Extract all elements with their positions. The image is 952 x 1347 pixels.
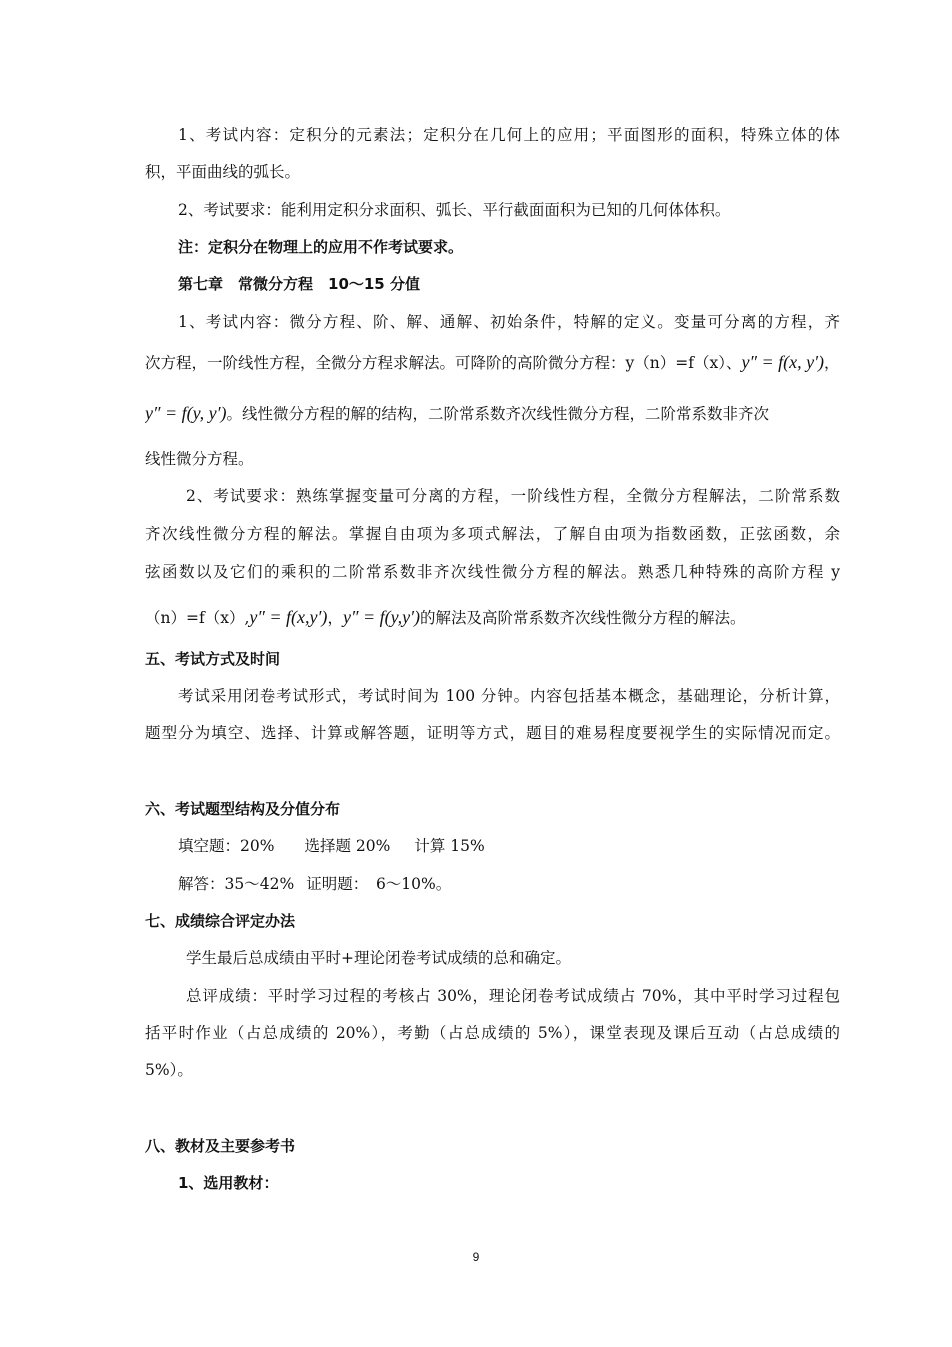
ch7-req-text: （n）=f（x）, xyxy=(145,609,250,627)
formula-2: y″ = f(y, y′) xyxy=(145,403,227,423)
section-8-heading: 八、教材及主要参考书 xyxy=(145,1137,296,1155)
section-5-para-1: 考试采用闭卷考试形式，考试时间为 100 分钟。内容包括基本概念，基础理论，分析计算， xyxy=(178,687,840,705)
section-7-para-2-line-3: 5%）。 xyxy=(145,1061,193,1079)
section-7-para-1: 学生最后总成绩由平时+理论闭卷考试成绩的总和确定。 xyxy=(186,949,571,967)
section-5-heading: 五、考试方式及时间 xyxy=(145,650,281,668)
formula-1: y″ = f(x, y′) xyxy=(741,352,825,372)
formula-3: y″ = f(x,y′) xyxy=(249,607,328,627)
section-5-para-2: 题型分为填空、选择、计算或解答题，证明等方式，题目的难易程度要视学生的实际情况而定。 xyxy=(145,724,840,742)
ch6-note: 注：定积分在物理上的应用不作考试要求。 xyxy=(178,238,464,256)
section-6-row-1 xyxy=(178,836,840,856)
ch7-content-text: 。线性微分方程的解的结构，二阶常系数齐次线性微分方程，二阶常系数非齐次 xyxy=(226,405,770,423)
formula-4: y″ = f(y,y′) xyxy=(342,607,420,627)
separator: ， xyxy=(327,609,343,627)
section-7-heading: 七、成绩综合评定办法 xyxy=(145,912,296,930)
ch7-req-line-3: 弦函数以及它们的乘积的二阶常系数非齐次线性微分方程的解法。熟悉几种特殊的高阶方程 y xyxy=(145,563,840,581)
answer-score: 解答：35～42% xyxy=(178,875,295,893)
section-6-row-2 xyxy=(178,874,840,894)
section-6-heading: 六、考试题型结构及分值分布 xyxy=(145,800,341,818)
ch6-content-line-1: 1、考试内容：定积分的元素法；定积分在几何上的应用；平面图形的面积，特殊立体的体 xyxy=(178,126,840,144)
ch7-content-line-4: 线性微分方程。 xyxy=(145,450,254,468)
calc-score: 计算 15% xyxy=(414,837,485,855)
ch7-title: 第七章 常微分方程 10～15 分值 xyxy=(178,275,420,293)
ch7-content-line-3 xyxy=(145,403,840,424)
ch7-content-line-1: 1、考试内容：微分方程、阶、解、通解、初始条件，特解的定义。变量可分离的方程，齐 xyxy=(178,313,840,331)
section-7-para-2-line-2: 括平时作业（占总成绩的 20%），考勤（占总成绩的 5%），课堂表现及课后互动（占总成绩的 xyxy=(145,1024,840,1042)
section-7-para-2-line-1: 总评成绩：平时学习过程的考核占 30%，理论闭卷考试成绩占 70%，其中平时学习过程包 xyxy=(186,987,840,1005)
page-number: 9 xyxy=(472,1250,480,1264)
section-8-sub-1: 1、选用教材： xyxy=(178,1174,279,1192)
fill-blank-score: 填空题：20% xyxy=(178,837,275,855)
ch7-req-line-4 xyxy=(145,607,840,628)
ch6-requirement: 2、考试要求：能利用定积分求面积、弧长、平行截面面积为已知的几何体体积。 xyxy=(178,201,731,219)
ch7-content-text: 次方程，一阶线性方程，全微分方程求解法。可降阶的高阶微分方程：y（n）=f（x）、 xyxy=(145,354,742,372)
ch6-content-line-2: 积，平面曲线的弧长。 xyxy=(145,163,301,181)
separator: ， xyxy=(824,354,840,372)
ch7-req-line-2: 齐次线性微分方程的解法。掌握自由项为多项式解法，了解自由项为指数函数，正弦函数，余 xyxy=(145,525,840,543)
proof-score: 证明题： 6～10%。 xyxy=(306,875,452,893)
ch7-req-line-1: 2、考试要求：熟练掌握变量可分离的方程，一阶线性方程，全微分方程解法，二阶常系数 xyxy=(186,487,840,505)
ch7-req-text: 的解法及高阶常系数齐次线性微分方程的解法。 xyxy=(420,609,746,627)
ch7-content-line-2 xyxy=(145,352,840,373)
choice-score: 选择题 20% xyxy=(304,837,391,855)
